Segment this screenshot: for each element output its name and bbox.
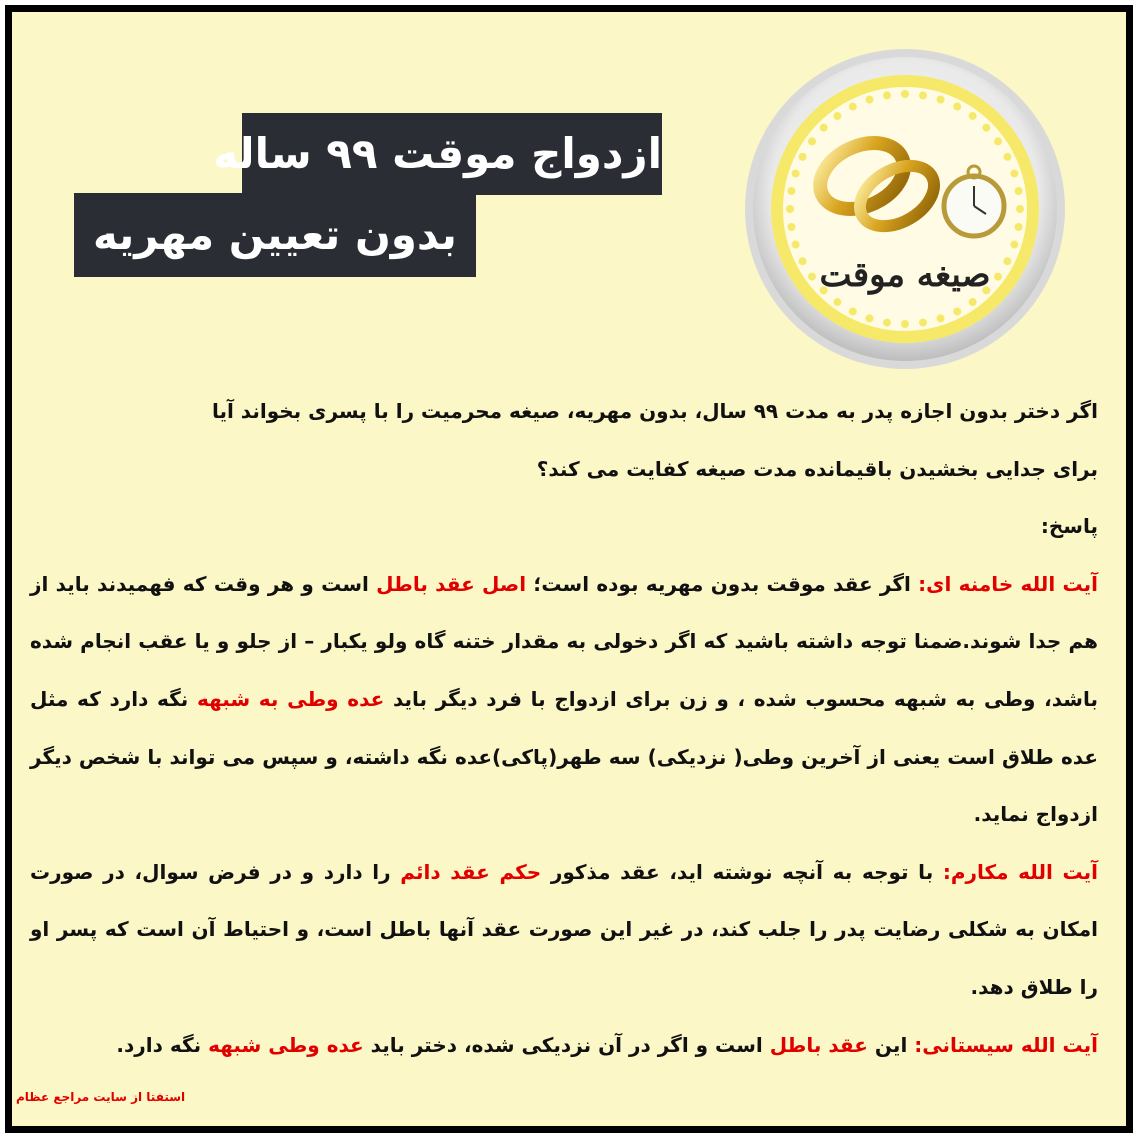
badge-dot <box>901 320 909 328</box>
makarem-name: آیت الله مکارم: <box>942 859 1099 884</box>
makarem-text-a: با توجه به آنچه نوشته اید، عقد مذکور <box>541 859 943 884</box>
badge-dot <box>919 319 927 327</box>
sistani-text-b: است و اگر در آن نزدیکی شده، دختر باید <box>363 1032 770 1057</box>
badge-dot <box>820 124 828 132</box>
badge-dot <box>1003 257 1011 265</box>
badge-label: صیغه موقت <box>819 255 991 295</box>
khamenei-text-c: نگه دارد که مثل عده طلاق است یعنی از آخرین وطی( نزدیکی) سه طهر(پاکی)عده نگه داشته، و سپس می تواند با شخص دیگر ازدواج نماید. <box>30 686 1098 827</box>
answer-label: پاسخ: <box>1040 514 1098 539</box>
khamenei-paragraph <box>30 556 1098 844</box>
badge-dot <box>849 307 857 315</box>
makarem-paragraph <box>30 844 1098 1017</box>
khamenei-text-a: اگر عقد موقت بدون مهریه بوده است؛ <box>526 571 919 596</box>
badge-dot <box>1010 169 1018 177</box>
badge-dot <box>808 137 816 145</box>
badge-dot <box>792 241 800 249</box>
badge-dot <box>786 205 794 213</box>
sistani-highlight-a: عقد باطل <box>769 1032 868 1057</box>
badge-dot <box>833 112 841 120</box>
badge-dot <box>1016 205 1024 213</box>
badge-dot <box>919 91 927 99</box>
badge-dot <box>1003 153 1011 161</box>
sistani-text-a: این <box>867 1032 915 1057</box>
question-line-2: برای جدایی بخشیدن باقیمانده مدت صیغه کفایت می کند؟ <box>536 456 1098 481</box>
sistani-highlight-b: عده وطی شبهه <box>208 1032 364 1057</box>
khamenei-text-b: است و هر وقت که فهمیدند باید از هم جدا شوند.ضمنا توجه داشته باشید که اگر دخولی به مقدار ختنه گاه ولو یکبار – از جلو و یا عقب انجام شده باشد، وطی به شبهه محسوب شده ، و زن برای ازدواج با فرد دیگر باید <box>30 571 1098 711</box>
badge-dot <box>787 187 795 195</box>
khamenei-highlight-a: اصل عقد باطل <box>376 571 527 596</box>
badge-dot <box>982 124 990 132</box>
khamenei-name: آیت الله خامنه ای: <box>918 571 1098 596</box>
badge-dot <box>969 298 977 306</box>
badge-dot <box>865 96 873 104</box>
badge-dot <box>799 153 807 161</box>
badge-dot <box>799 257 807 265</box>
badge-dot <box>994 137 1002 145</box>
badge-dot <box>883 91 891 99</box>
badge-dot <box>994 273 1002 281</box>
badge-dot <box>792 169 800 177</box>
badge-dot <box>1015 187 1023 195</box>
title-line-2: بدون تعیین مهریه <box>74 193 476 277</box>
title-line-1: ازدواج موقت ۹۹ ساله <box>242 113 662 195</box>
wedding-rings-badge <box>742 46 1068 372</box>
badge-dot <box>865 314 873 322</box>
badge-dot <box>969 112 977 120</box>
badge-dot <box>787 223 795 231</box>
sistani-paragraph <box>30 1017 1098 1075</box>
badge-dot <box>953 103 961 111</box>
badge-dot <box>1010 241 1018 249</box>
sistani-text-c: نگه دارد. <box>116 1032 209 1057</box>
source-note: استفتا از سایت مراجع عظام <box>16 1090 186 1104</box>
badge-dot <box>833 298 841 306</box>
badge-dot <box>883 319 891 327</box>
article-body <box>30 383 1098 1074</box>
badge-dot <box>953 307 961 315</box>
badge-dot <box>937 96 945 104</box>
badge-dot <box>1015 223 1023 231</box>
sistani-name: آیت الله سیستانی: <box>914 1032 1098 1057</box>
makarem-text-b: را دارد و در فرض سوال، در صورت امکان به شکلی رضایت پدر را جلب کند، در غیر این صورت عقد آنها باطل است، و احتیاط آن است که پسر او را طلاق دهد. <box>30 859 1098 999</box>
badge-dot <box>808 273 816 281</box>
badge-dot <box>937 314 945 322</box>
question-line-1: اگر دختر بدون اجازه پدر به مدت ۹۹ سال، بدون مهریه، صیغه محرمیت را با پسری بخواند آیا <box>211 399 1098 423</box>
badge-dot <box>849 103 857 111</box>
khamenei-highlight-b: عده وطی به شبهه <box>196 686 385 711</box>
badge-dot <box>901 90 909 98</box>
makarem-highlight-a: حکم عقد دائم <box>400 859 542 884</box>
